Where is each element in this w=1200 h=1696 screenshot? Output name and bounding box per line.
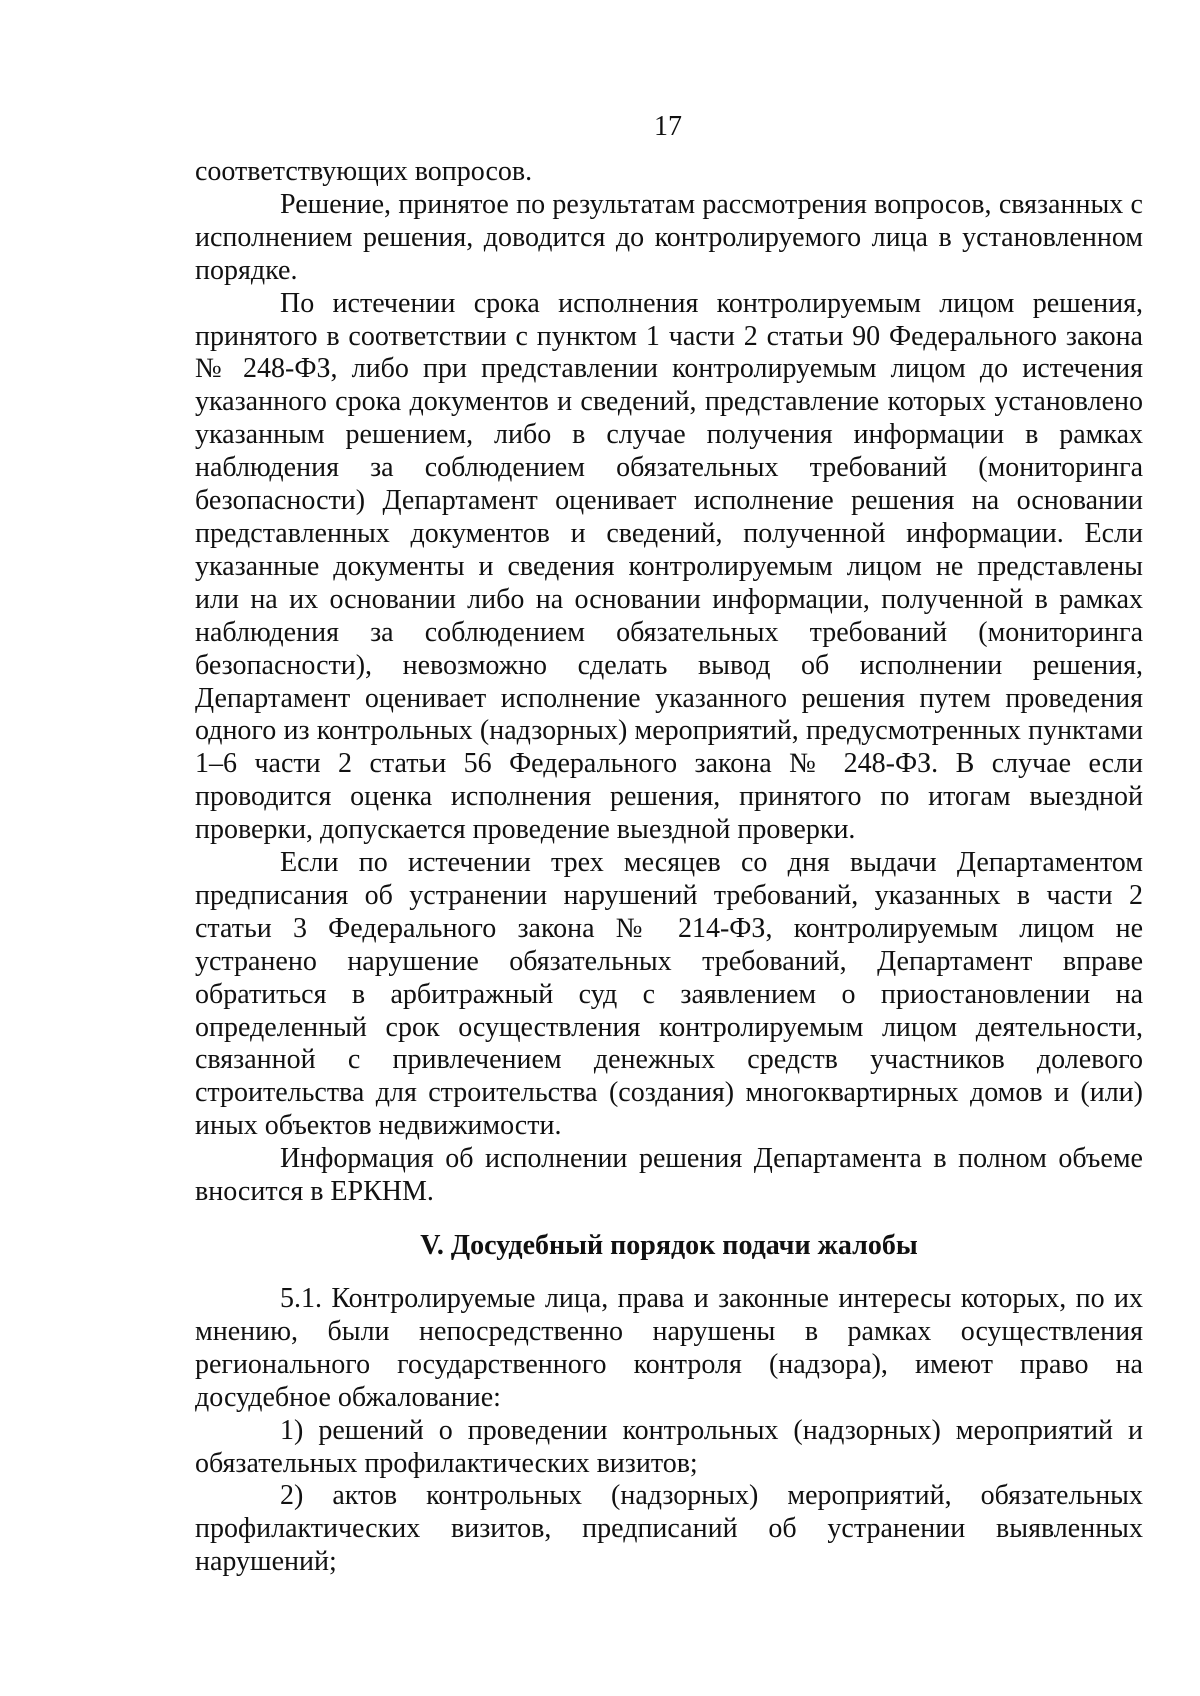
paragraph-continuation: соответствующих вопросов.	[195, 156, 533, 187]
paragraph-erknm: Информация об исполнении решения Департамента в полном объеме вносится в ЕРКНМ.	[195, 1143, 1143, 1208]
document-body	[195, 156, 1143, 1579]
page-number: 17	[654, 111, 682, 142]
paragraph-decision-notice: Решение, принятое по результатам рассмотрения вопросов, связанных с исполнением решения, доводится до контролируемого лица в установленном порядке.	[195, 188, 1143, 286]
paragraph-arbitration: Если по истечении трех месяцев со дня выдачи Департаментом предписания об устранении нарушений требований, указанных в части 2 статьи 3 Федерального закона № 214-ФЗ, контролируемым лицом не устранено нарушение обязательных требований, Департамент вправе обратиться в арбитражный суд с заявлением о приостановлении на определенный срок осуществления контролируемым лицом деятельности, связанной с привлечением денежных средств участников долевого строительства для строительства (создания) многоквартирных домов и (или) иных объектов недвижимости.	[195, 847, 1143, 1142]
section-heading: V. Досудебный порядок подачи жалобы	[420, 1230, 918, 1261]
paragraph-5-1: 5.1. Контролируемые лица, права и законные интересы которых, по их мнению, были непосредственно нарушены в рамках осуществления регионального государственного контроля (надзора), имеют право на досудебное обжалование:	[195, 1283, 1143, 1413]
paragraph-execution-assessment: По истечении срока исполнения контролируемым лицом решения, принятого в соответствии с пунктом 1 части 2 статьи 90 Федерального закона № 248-ФЗ, либо при представлении контролируемым лицом до истечения указанного срока документов и сведений, представление которых установлено указанным решением, либо в случае получения информации в рамках наблюдения за соблюдением обязательных требований (мониторинга безопасности) Департамент оценивает исполнение решения на основании представленных документов и сведений, полученной информации. Если указанные документы и сведения контролируемым лицом не представлены или на их основании либо на основании информации, полученной в рамках наблюдения за соблюдением обязательных требований (мониторинга безопасности), невозможно сделать вывод об исполнении решения, Департамент оценивает исполнение указанного решения путем проведения одного из контрольных (надзорных) мероприятий, предусмотренных пунктами 1–6 части 2 статьи 56 Федерального закона № 248-ФЗ. В случае если проводится оценка исполнения решения, принятого по итогам выездной проверки, допускается проведение выездной проверки.	[195, 287, 1143, 846]
list-item: 1) решений о проведении контрольных (надзорных) мероприятий и обязательных профилактических визитов;	[195, 1414, 1143, 1479]
list-item: 2) актов контрольных (надзорных) мероприятий, обязательных профилактических визитов, предписаний об устранении выявленных нарушений;	[195, 1480, 1143, 1578]
